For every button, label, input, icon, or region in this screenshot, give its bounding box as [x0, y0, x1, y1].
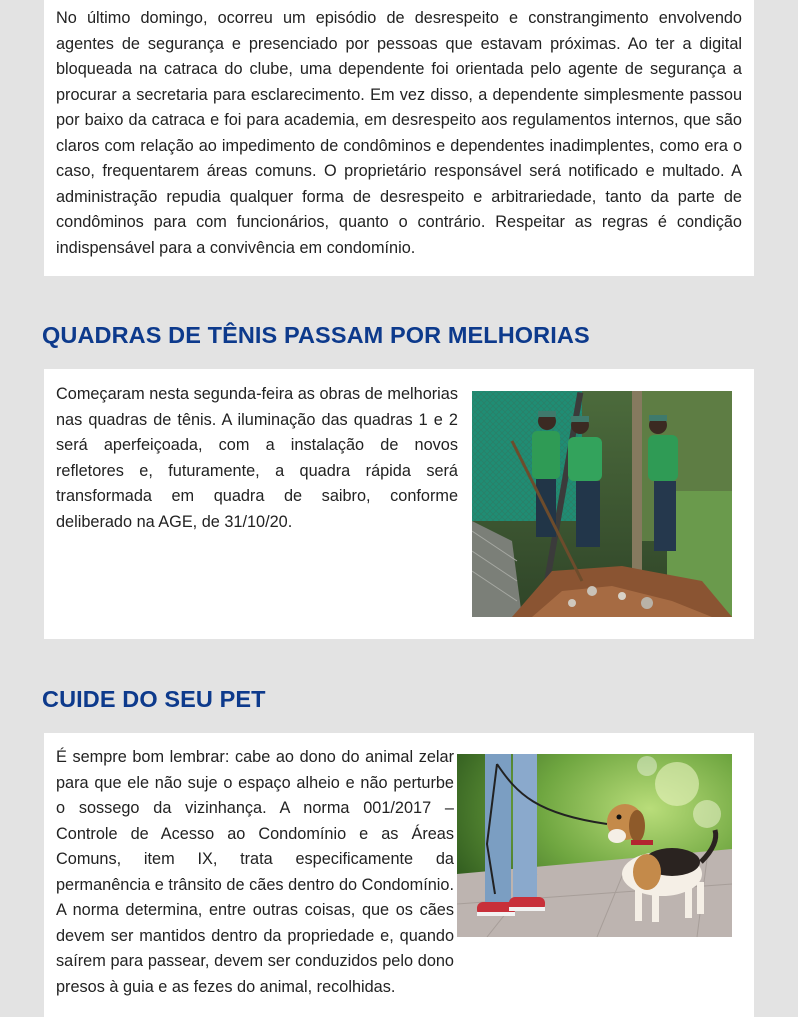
news-card-pet: [44, 733, 754, 1017]
tennis-paragraph: Começaram nesta segunda-feira as obras de melhorias nas quadras de tênis. A iluminação das quadras 1 e 2 será aperfeiçoada, com a instalação de novos refletores e, futuramente, a quadra rápida será transformada em quadra de saibro, conforme deliberado na AGE, de 31/10/20.: [56, 385, 458, 531]
news-card-intro: [44, 0, 754, 276]
pet-paragraph: É sempre bom lembrar: cabe ao dono do animal zelar para que ele não suje o espaço alheio e não perturbe o sossego da vizinhança. A norma 001/2017 – Controle de Acesso ao Condomínio e as Áreas Comuns, item IX, trata especificamente da permanência e trânsito de cães dentro do Condomínio. A norma determina, entre outras coisas, que os cães devem ser mantidos dentro da propriedade e, quando saírem para passear, devem ser conduzidos pelo dono presos à guia e as fezes do animal, recolhidas.: [56, 745, 742, 1000]
tennis-text-column: [56, 382, 458, 535]
intro-paragraph: No último domingo, ocorreu um episódio de desrespeito e constrangimento envolvendo agentes de segurança e presenciado por pessoas que estavam próximas. Ao ter a digital bloqueada na catraca do clube, uma dependente foi orientada pelo agente de segurança a procurar a secretaria para esclarecimento. Em vez disso, a dependente simplesmente passou por baixo da catraca e foi para academia, em desrespeito aos regulamentos internos, que são claros com relação ao impedimento de condôminos e dependentes inadimplentes, como era o caso, frequentarem áreas comuns. O proprietário responsável será notificado e multado. A administração repudia qualquer forma de desrespeito e arbitrariedade, tanto da parte de condôminos para com funcionários, quanto o contrário. Respeitar as regras é condição indispensável para a convivência em condomínio.: [56, 9, 742, 257]
tennis-section-title: QUADRAS DE TÊNIS PASSAM POR MELHORIAS: [42, 322, 590, 348]
news-card-tennis: [44, 369, 754, 639]
pet-photo-spacer: [454, 745, 742, 950]
pet-section-title: CUIDE DO SEU PET: [42, 686, 266, 712]
workers-photo: [472, 391, 732, 617]
